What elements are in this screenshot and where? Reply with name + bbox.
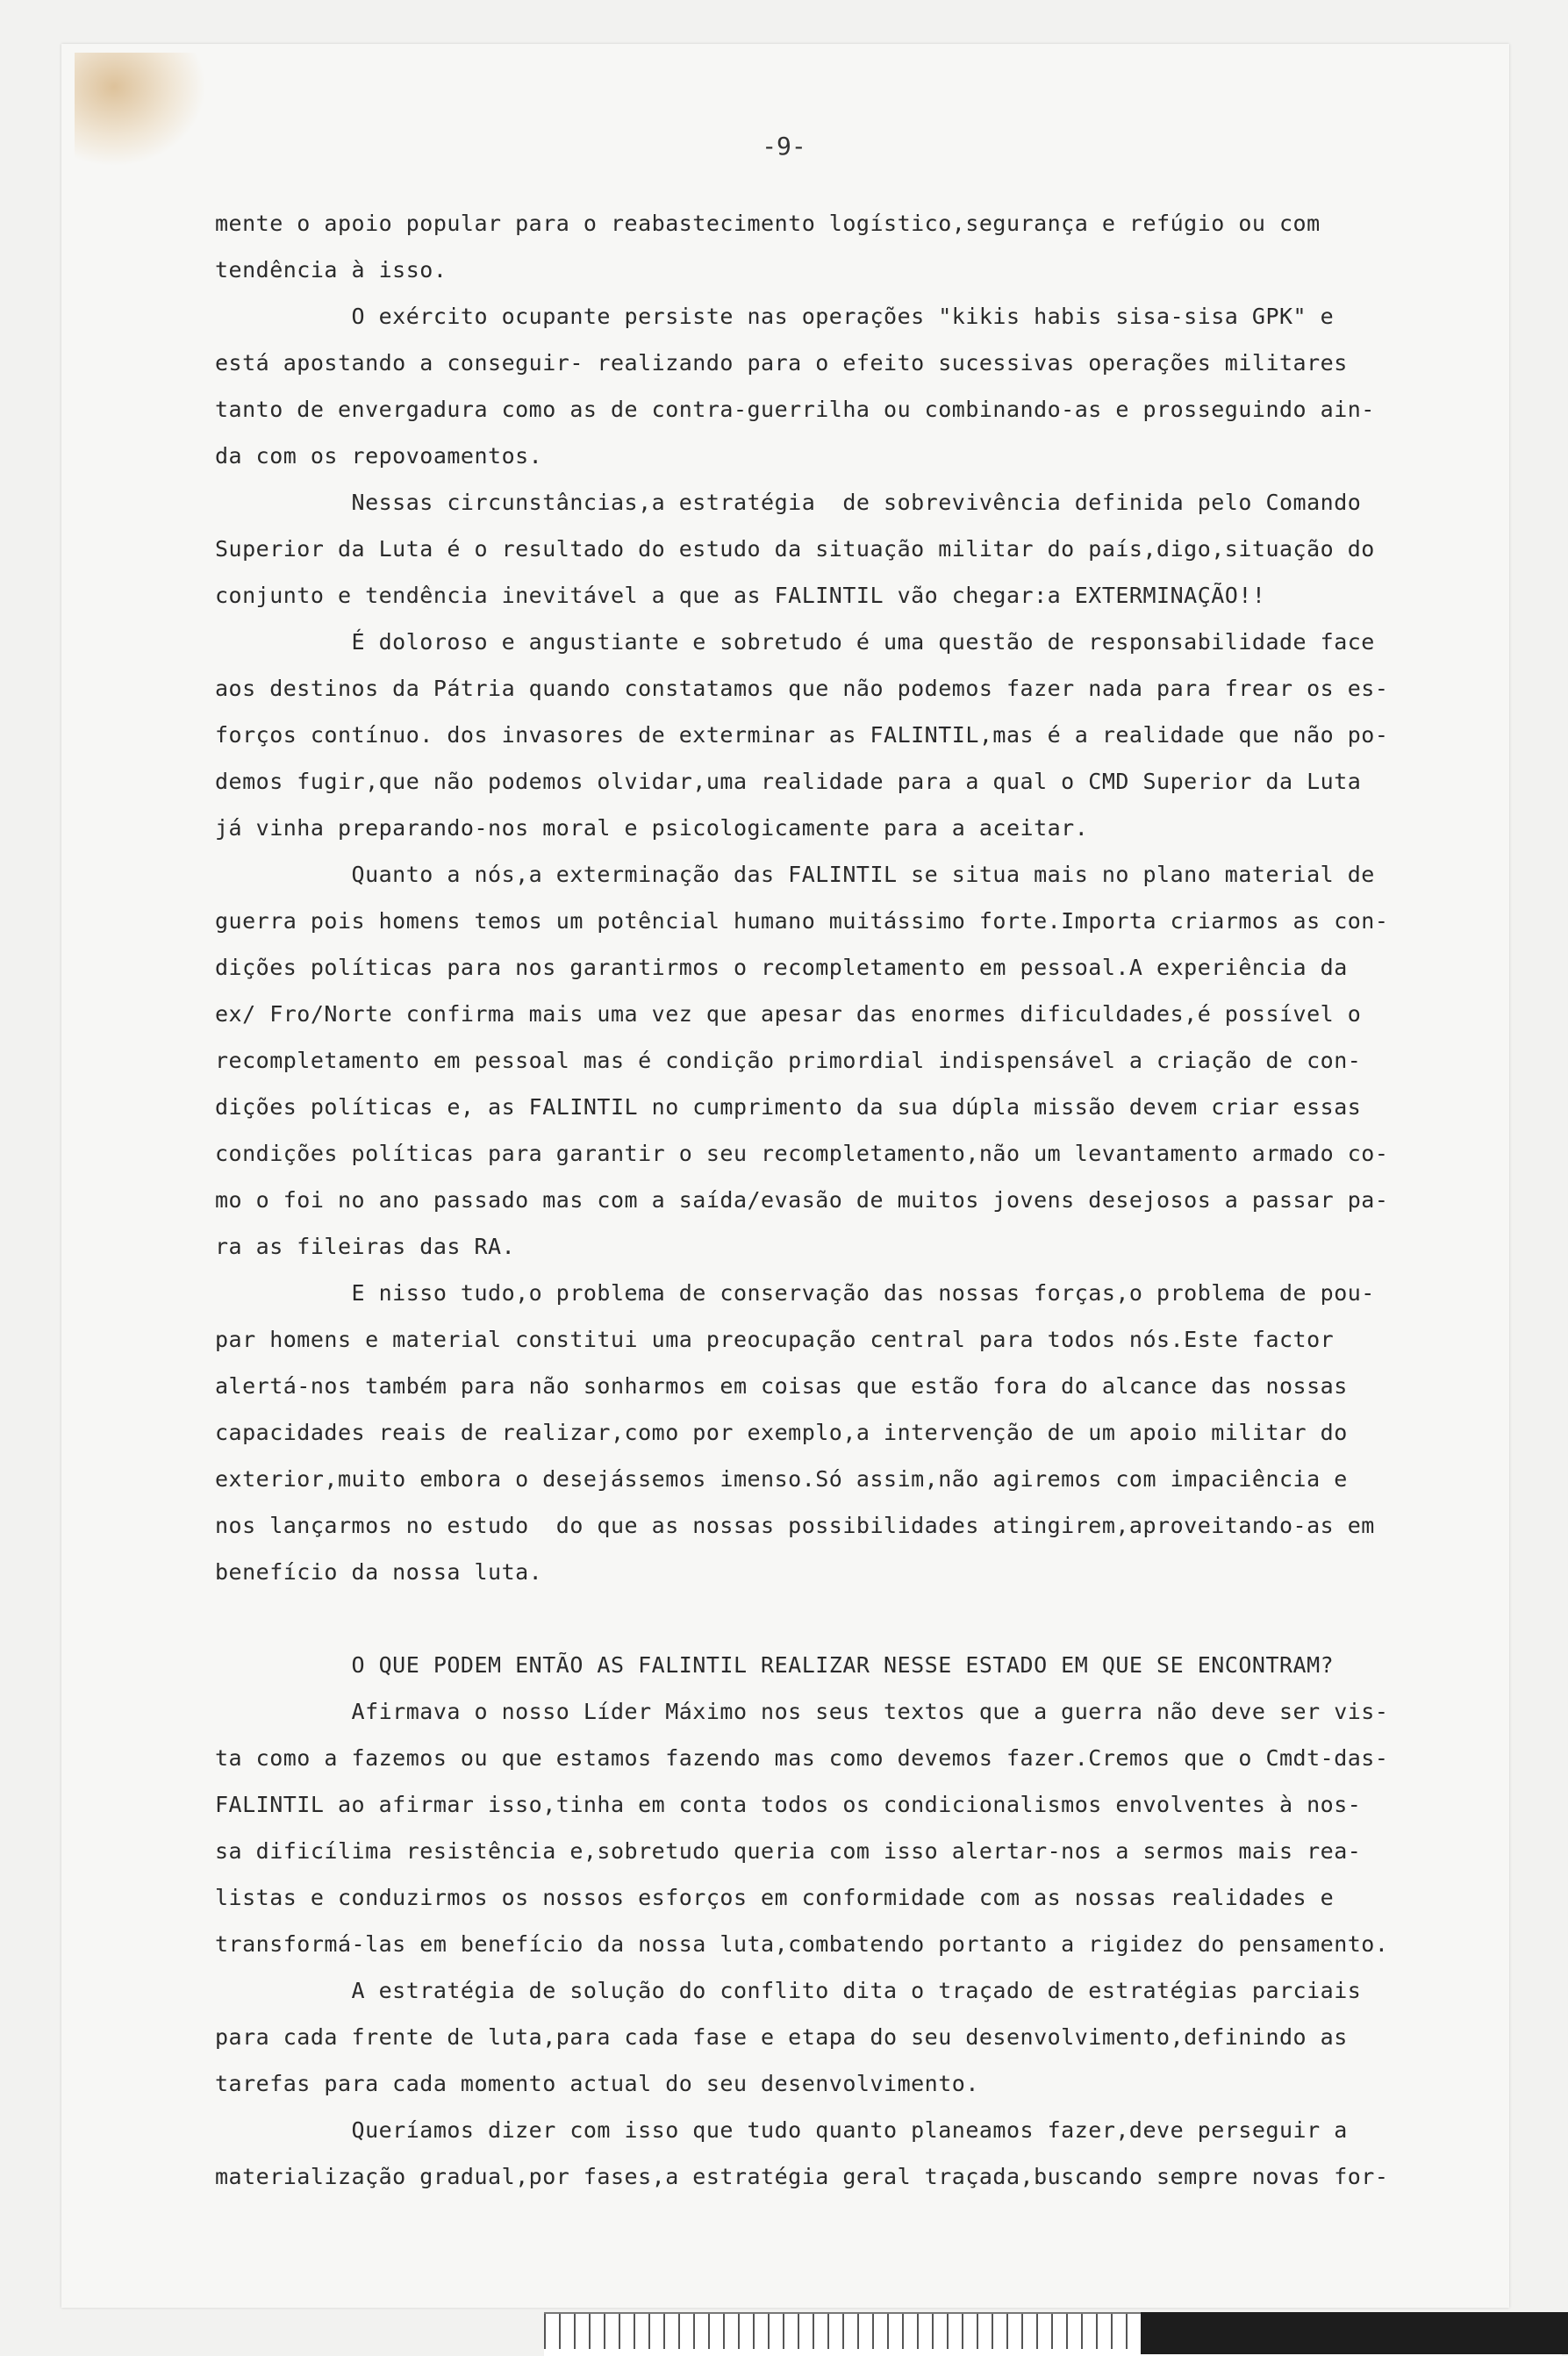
text-line: recompletamento em pessoal mas é condição primordial indispensável a criação de con- xyxy=(215,1048,1362,1073)
text-line: condições políticas para garantir o seu recompletamento,não um levantamento armado co- xyxy=(215,1141,1389,1166)
ruler-ticks xyxy=(544,2314,1141,2349)
text-line: demos fugir,que não podemos olvidar,uma realidade para a qual o CMD Superior da Luta xyxy=(215,769,1362,794)
text-line: está apostando a conseguir- realizando para o efeito sucessivas operações militares xyxy=(215,350,1348,376)
text-line: A estratégia de solução do conflito dita o traçado de estratégias parciais xyxy=(215,1978,1362,2003)
ruler-dark-segment xyxy=(1141,2312,1568,2354)
text-line: ra as fileiras das RA. xyxy=(215,1234,516,1259)
page-number: -9- xyxy=(762,132,806,161)
text-line: dições políticas para nos garantirmos o recompletamento em pessoal.A experiência da xyxy=(215,955,1348,980)
text-line xyxy=(215,1595,1461,1642)
text-line: ex/ Fro/Norte confirma mais uma vez que apesar das enormes dificuldades,é possível o xyxy=(215,1001,1362,1027)
text-line: capacidades reais de realizar,como por exemplo,a intervenção de um apoio militar do xyxy=(215,1420,1348,1445)
text-line: Nessas circunstâncias,a estratégia de sobrevivência definida pelo Comando xyxy=(215,490,1362,515)
text-line: mo o foi no ano passado mas com a saída/evasão de muitos jovens desejosos a passar pa- xyxy=(215,1187,1389,1213)
text-line: exterior,muito embora o desejássemos imenso.Só assim,não agiremos com impaciência e xyxy=(215,1466,1348,1492)
text-line: para cada frente de luta,para cada fase e etapa do seu desenvolvimento,definindo as xyxy=(215,2024,1348,2050)
text-line: materialização gradual,por fases,a estratégia geral traçada,buscando sempre novas for- xyxy=(215,2164,1389,2189)
text-line: sa dificílima resistência e,sobretudo queria com isso alertar-nos a sermos mais rea- xyxy=(215,1838,1362,1864)
text-line: FALINTIL ao afirmar isso,tinha em conta todos os condicionalismos envolventes à nos- xyxy=(215,1792,1362,1817)
text-line: benefício da nossa luta. xyxy=(215,1559,543,1585)
text-line: guerra pois homens temos um potêncial humano muitássimo forte.Importa criarmos as con- xyxy=(215,908,1389,934)
text-line: tendência à isso. xyxy=(215,257,447,283)
text-line: Superior da Luta é o resultado do estudo da situação militar do país,digo,situação do xyxy=(215,536,1375,562)
text-line: E nisso tudo,o problema de conservação das nossas forças,o problema de pou- xyxy=(215,1280,1375,1306)
document-body xyxy=(215,200,1461,2200)
text-line: conjunto e tendência inevitável a que as FALINTIL vão chegar:a EXTERMINAÇÃO!! xyxy=(215,583,1266,608)
text-line: É doloroso e angustiante e sobretudo é uma questão de responsabilidade face xyxy=(215,629,1375,655)
text-line: Queríamos dizer com isso que tudo quanto planeamos fazer,deve perseguir a xyxy=(215,2117,1348,2143)
text-line: tanto de envergadura como as de contra-guerrilha ou combinando-as e prosseguindo ain- xyxy=(215,397,1375,422)
text-line: ta como a fazemos ou que estamos fazendo mas como devemos fazer.Cremos que o Cmdt-das- xyxy=(215,1745,1389,1771)
text-line: Afirmava o nosso Líder Máximo nos seus textos que a guerra não deve ser vis- xyxy=(215,1699,1389,1724)
text-line: par homens e material constitui uma preocupação central para todos nós.Este factor xyxy=(215,1327,1335,1352)
text-line: aos destinos da Pátria quando constatamos que não podemos fazer nada para frear os es- xyxy=(215,676,1389,701)
text-line: mente o apoio popular para o reabastecimento logístico,segurança e refúgio ou com xyxy=(215,211,1321,236)
text-line: dições políticas e, as FALINTIL no cumprimento da sua dúpla missão devem criar essas xyxy=(215,1094,1362,1120)
text-line: da com os repovoamentos. xyxy=(215,443,543,469)
text-line: nos lançarmos no estudo do que as nossas possibilidades atingirem,aproveitando-as em xyxy=(215,1513,1375,1538)
text-line: transformá-las em benefício da nossa luta,combatendo portanto a rigidez do pensamento. xyxy=(215,1931,1389,1957)
text-line: Quanto a nós,a exterminação das FALINTIL se situa mais no plano material de xyxy=(215,862,1375,887)
text-line: O exército ocupante persiste nas operações "kikis habis sisa-sisa GPK" e xyxy=(215,304,1335,329)
text-line: O QUE PODEM ENTÃO AS FALINTIL REALIZAR NESSE ESTADO EM QUE SE ENCONTRAM? xyxy=(215,1652,1335,1678)
text-line: tarefas para cada momento actual do seu desenvolvimento. xyxy=(215,2071,979,2096)
text-line: listas e conduzirmos os nossos esforços em conformidade com as nossas realidades e xyxy=(215,1885,1335,1910)
text-line: já vinha preparando-nos moral e psicologicamente para a aceitar. xyxy=(215,815,1089,841)
text-line: alertá-nos também para não sonharmos em coisas que estão fora do alcance das nossas xyxy=(215,1373,1348,1399)
text-line: forços contínuo. dos invasores de exterminar as FALINTIL,mas é a realidade que não po- xyxy=(215,722,1389,748)
